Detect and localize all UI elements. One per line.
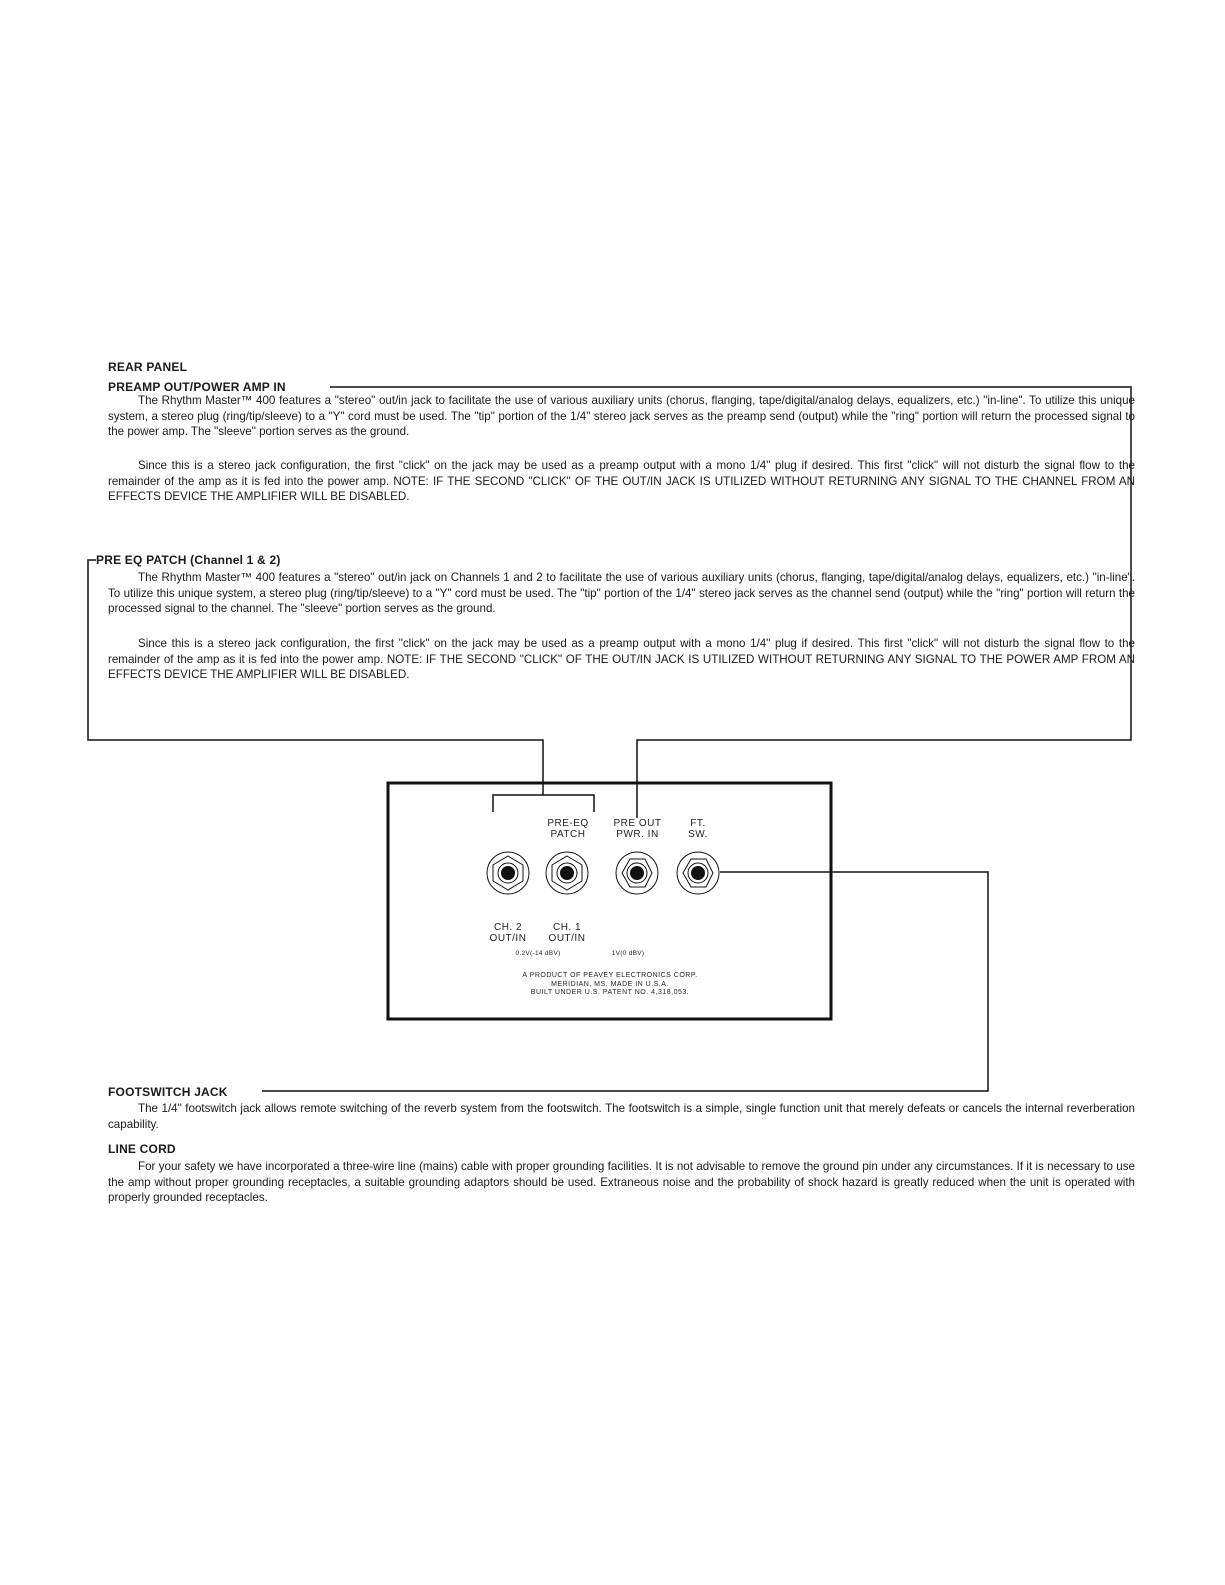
ft-sw-label: FT. SW. xyxy=(688,818,708,840)
pre-out-level: 1V(0 dBV) xyxy=(611,950,645,957)
jack-pre-out xyxy=(616,852,658,894)
pre-out-label: PRE OUT PWR. IN xyxy=(613,818,662,840)
jack-ch2 xyxy=(487,852,529,894)
jack-ft-sw xyxy=(677,852,719,894)
line-cord-heading: LINE CORD xyxy=(108,1142,179,1156)
jacks xyxy=(487,852,719,894)
pre-eq-level: 0.2V(-14 dBV) xyxy=(515,950,561,957)
jack-ch1 xyxy=(546,852,588,894)
pre-eq-patch-label: PRE-EQ PATCH xyxy=(547,818,589,840)
footswitch-paragraph: The 1/4" footswitch jack allows remote switching of the reverb system from the footswitch. The footswitch is a simple, single function unit that merely defeats or cancels the internal reverberation capability. xyxy=(108,1102,1135,1131)
pre-eq-paragraph-2: Since this is a stereo jack configuration, the first "click" on the jack may be used as a preamp output with a mono 1/4" plug if desired. This first "click" will not disturb the signal flow to the remainder of the amp as it is fed into the power amp. NOTE: IF THE SECOND "CLICK" OF THE OUT/IN JACK IS UTILIZED WITHOUT RETURNING ANY SIGNAL TO THE POWER AMP FROM AN EFFECTS DEVICE THE AMPLIFIER WILL BE DISABLED. xyxy=(108,637,1135,682)
footswitch-heading: FOOTSWITCH JACK xyxy=(108,1085,231,1099)
preamp-paragraph-2: Since this is a stereo jack configuration, the first "click" on the jack may be used as a preamp output with a mono 1/4" plug if desired. This first "click" will not disturb the signal flow to the remainder of the amp as it is fed into the power amp. NOTE: IF THE SECOND "CLICK" OF THE OUT/IN JACK IS UTILIZED WITHOUT RETURNING ANY SIGNAL TO THE CHANNEL FROM AN EFFECTS DEVICE THE AMPLIFIER WILL BE DISABLED. xyxy=(108,459,1135,504)
pre-eq-paragraph-1: The Rhythm Master™ 400 features a "stereo" out/in jack on Channels 1 and 2 to facilitate the use of various auxiliary units (chorus, flanging, tape/digital/analog delays, equalizers, etc.) "in-line". To utilize this unique system, a stereo plug (ring/tip/sleeve) to a "Y" cord must be used. The "tip" portion of the 1/4" stereo jack serves as the channel send (output) while the "ring" portion will return the processed signal to the channel. The "sleeve" portion serves as the ground. xyxy=(108,571,1135,616)
ch1-label: CH. 1 OUT/IN xyxy=(548,922,586,944)
preamp-paragraph-1: The Rhythm Master™ 400 features a "stereo" out/in jack to facilitate the use of various auxiliary units (chorus, flanging, tape/digital/analog delays, equalizers, etc.) "in-line". To utilize this unique system, a stereo plug (ring/tip/sleeve) to a "Y" cord must be used. The "tip" portion of the 1/4" stereo jack serves as the preamp send (output) while the "ring" portion will return the processed signal to the power amp. The "sleeve" portion serves as the ground. xyxy=(108,394,1135,439)
ch2-label: CH. 2 OUT/IN xyxy=(489,922,527,944)
line-cord-paragraph: For your safety we have incorporated a three-wire line (mains) cable with proper grounding facilities. It is not advisable to remove the ground pin under any circumstances. If it is necessary to use the amp without proper grounding receptacles, a suitable grounding adaptors should be used. Extraneous noise and the probability of shock hazard is greatly reduced when the unit is operated with properly grounded receptacles. xyxy=(108,1160,1135,1205)
pre-eq-bracket xyxy=(493,795,594,812)
section-title: REAR PANEL xyxy=(108,360,190,374)
pre-eq-heading: PRE EQ PATCH (Channel 1 & 2) xyxy=(96,553,284,567)
manufacturer-info: A PRODUCT OF PEAVEY ELECTRONICS CORP. MERIDIAN, MS. MADE IN U.S.A. BUILT UNDER U.S. PATENT NO. 4,318,053. xyxy=(522,972,698,996)
preamp-heading: PREAMP OUT/POWER AMP IN xyxy=(108,380,289,394)
